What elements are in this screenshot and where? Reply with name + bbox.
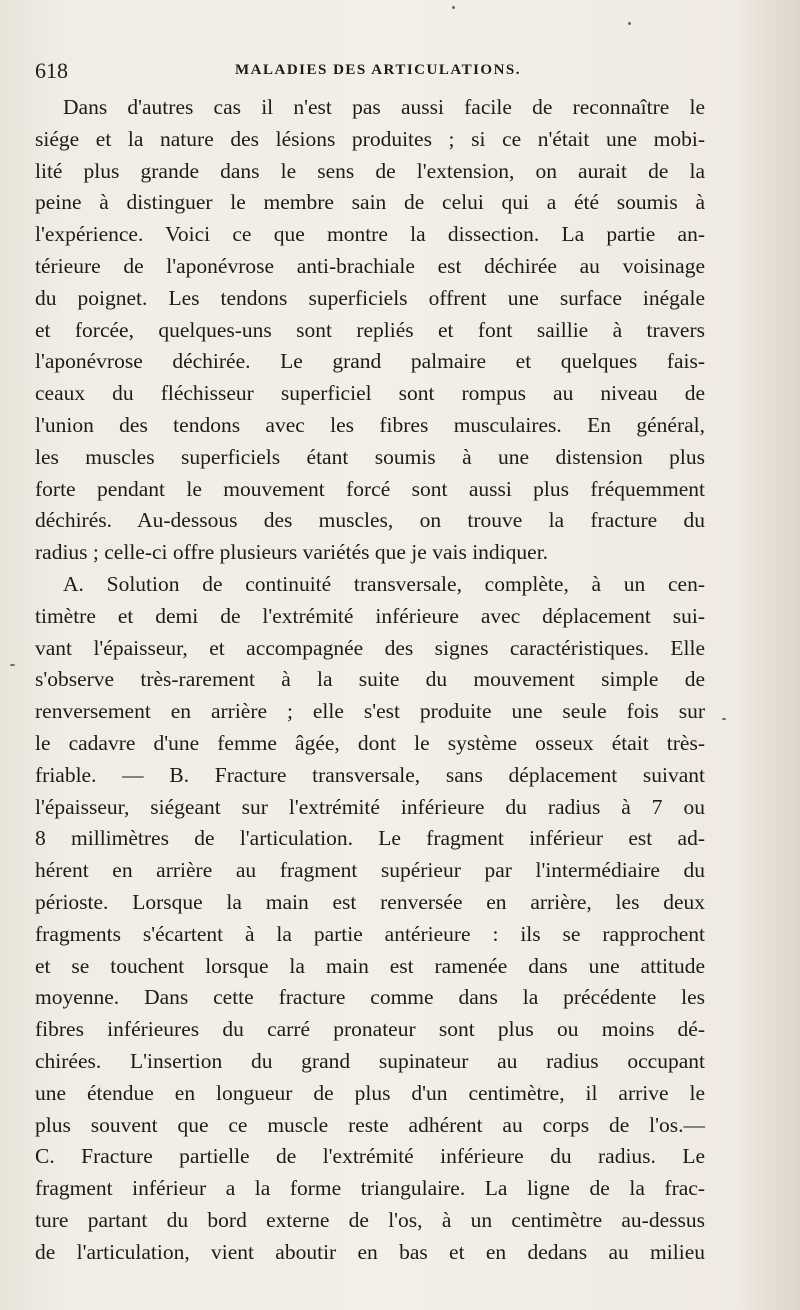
text-line: forte pendant le mouvement forcé sont aussi plus fréquemment — [35, 476, 705, 501]
paper-speck — [722, 718, 726, 720]
text-line: Dans d'autres cas il n'est pas aussi facile de reconnaître le — [63, 95, 705, 119]
text-line: et forcée, quelques-uns sont repliés et font saillie à travers — [35, 317, 705, 342]
text-line: timètre et demi de l'extrémité inférieure avec déplacement sui- — [35, 603, 705, 628]
text-line: l'aponévrose déchirée. Le grand palmaire et quelques fais- — [35, 349, 705, 374]
paper-speck — [452, 6, 455, 9]
text-line: plus souvent que ce muscle reste adhérent au corps de l'os.— — [35, 1112, 705, 1137]
text-line: du poignet. Les tendons superficiels offrent une surface inégale — [35, 285, 705, 310]
text-line: l'union des tendons avec les fibres musculaires. En général, — [35, 412, 705, 437]
text-line: vant l'épaisseur, et accompagnée des signes caractéristiques. Elle — [35, 635, 705, 660]
text-line: friable. — B. Fracture transversale, sans déplacement suivant — [35, 762, 705, 787]
text-line: le cadavre d'une femme âgée, dont le système osseux était très- — [35, 730, 705, 755]
text-line: périoste. Lorsque la main est renversée en arrière, les deux — [35, 889, 705, 914]
text-line: les muscles superficiels étant soumis à une distension plus — [35, 444, 705, 469]
text-line: renversement en arrière ; elle s'est produite une seule fois sur — [35, 699, 705, 724]
text-line: et se touchent lorsque la main est ramenée dans une attitude — [35, 953, 705, 978]
text-line: déchirés. Au-dessous des muscles, on trouve la fracture du — [35, 508, 705, 533]
text-line: 8 millimètres de l'articulation. Le fragment inférieur est ad- — [35, 826, 705, 851]
text-line: radius ; celle-ci offre plusieurs variétés que je vais indiquer. — [35, 540, 549, 565]
text-line: l'expérience. Voici ce que montre la dissection. La partie an- — [35, 222, 705, 247]
paper-speck — [10, 664, 15, 666]
text-line: ceaux du fléchisseur superficiel sont rompus au niveau de — [35, 381, 705, 406]
text-line: une étendue en longueur de plus d'un centimètre, il arrive le — [35, 1080, 705, 1105]
body-text — [35, 92, 705, 1268]
text-line: fragments s'écartent à la partie antérieure : ils se rapprochent — [35, 921, 705, 946]
text-line: hérent en arrière au fragment supérieur par l'intermédiaire du — [35, 858, 705, 883]
text-line: s'observe très-rarement à la suite du mouvement simple de — [35, 667, 705, 692]
text-line: lité plus grande dans le sens de l'extension, on aurait de la — [35, 158, 705, 183]
page-number: 618 — [35, 58, 68, 83]
text-line: l'épaisseur, siégeant sur l'extrémité inférieure du radius à 7 ou — [35, 794, 705, 819]
paper-speck — [628, 22, 631, 25]
text-line: moyenne. Dans cette fracture comme dans la précédente les — [35, 985, 705, 1010]
running-title: MALADIES DES ARTICULATIONS. — [235, 62, 522, 78]
text-line: de l'articulation, vient aboutir en bas et en dedans au milieu — [35, 1239, 705, 1264]
text-line: térieure de l'aponévrose anti-brachiale est déchirée au voisinage — [35, 253, 705, 278]
text-line: fragment inférieur a la forme triangulaire. La ligne de la frac- — [35, 1176, 705, 1201]
text-line: C. Fracture partielle de l'extrémité inférieure du radius. Le — [35, 1144, 705, 1169]
text-line: fibres inférieures du carré pronateur sont plus ou moins dé- — [35, 1017, 705, 1042]
text-line: peine à distinguer le membre sain de celui qui a été soumis à — [35, 190, 705, 215]
text-line: siége et la nature des lésions produites ; si ce n'était une mobi- — [35, 126, 705, 151]
text-line: ture partant du bord externe de l'os, à un centimètre au-dessus — [35, 1207, 705, 1232]
page-header — [35, 58, 705, 86]
text-line: chirées. L'insertion du grand supinateur au radius occupant — [35, 1048, 705, 1073]
text-line: A. Solution de continuité transversale, complète, à un cen- — [63, 571, 705, 596]
